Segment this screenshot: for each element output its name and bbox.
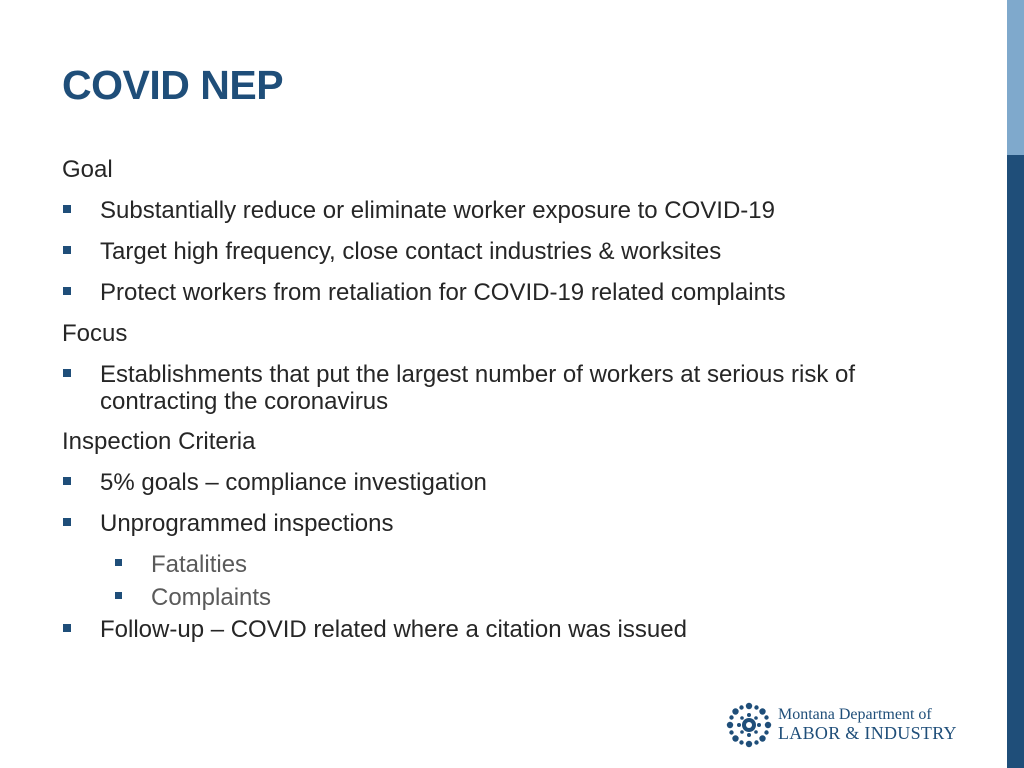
- bullet-icon: [63, 369, 71, 377]
- goal-item-2: Target high frequency, close contact industries & worksites: [100, 238, 722, 265]
- focus-heading: Focus: [62, 320, 128, 347]
- bullet-icon: [63, 477, 71, 485]
- sub-bullet-icon: [115, 592, 122, 599]
- logo-text-line2: LABOR & INDUSTRY: [778, 723, 957, 743]
- goal-heading: Goal: [62, 156, 113, 183]
- inspection-sub-item-2: Complaints: [151, 584, 272, 611]
- inspection-heading: Inspection Criteria: [62, 428, 256, 455]
- sub-bullet-icon: [115, 559, 122, 566]
- inspection-item-2: Unprogrammed inspections: [100, 510, 394, 537]
- bullet-icon: [63, 205, 71, 213]
- inspection-item-1: 5% goals – compliance investigation: [100, 469, 487, 496]
- bullet-icon: [63, 624, 71, 632]
- accent-bar-light: [1007, 0, 1024, 155]
- bullet-icon: [63, 518, 71, 526]
- focus-item-1: Establishments that put the largest number of workers at serious risk of contracting the coronavirus: [100, 361, 856, 415]
- goal-item-3: Protect workers from retaliation for COVID-19 related complaints: [100, 279, 786, 306]
- bullet-icon: [63, 246, 71, 254]
- logo-text-line1: Montana Department of: [778, 706, 932, 723]
- accent-bar-dark: [1007, 155, 1024, 768]
- inspection-sub-item-1: Fatalities: [151, 551, 248, 578]
- goal-item-1: Substantially reduce or eliminate worker exposure to COVID-19: [100, 197, 775, 224]
- bullet-icon: [63, 287, 71, 295]
- inspection-item-3: Follow-up – COVID related where a citation was issued: [100, 616, 687, 643]
- slide-title: COVID NEP: [62, 62, 284, 108]
- gear-logo-icon: [724, 700, 774, 750]
